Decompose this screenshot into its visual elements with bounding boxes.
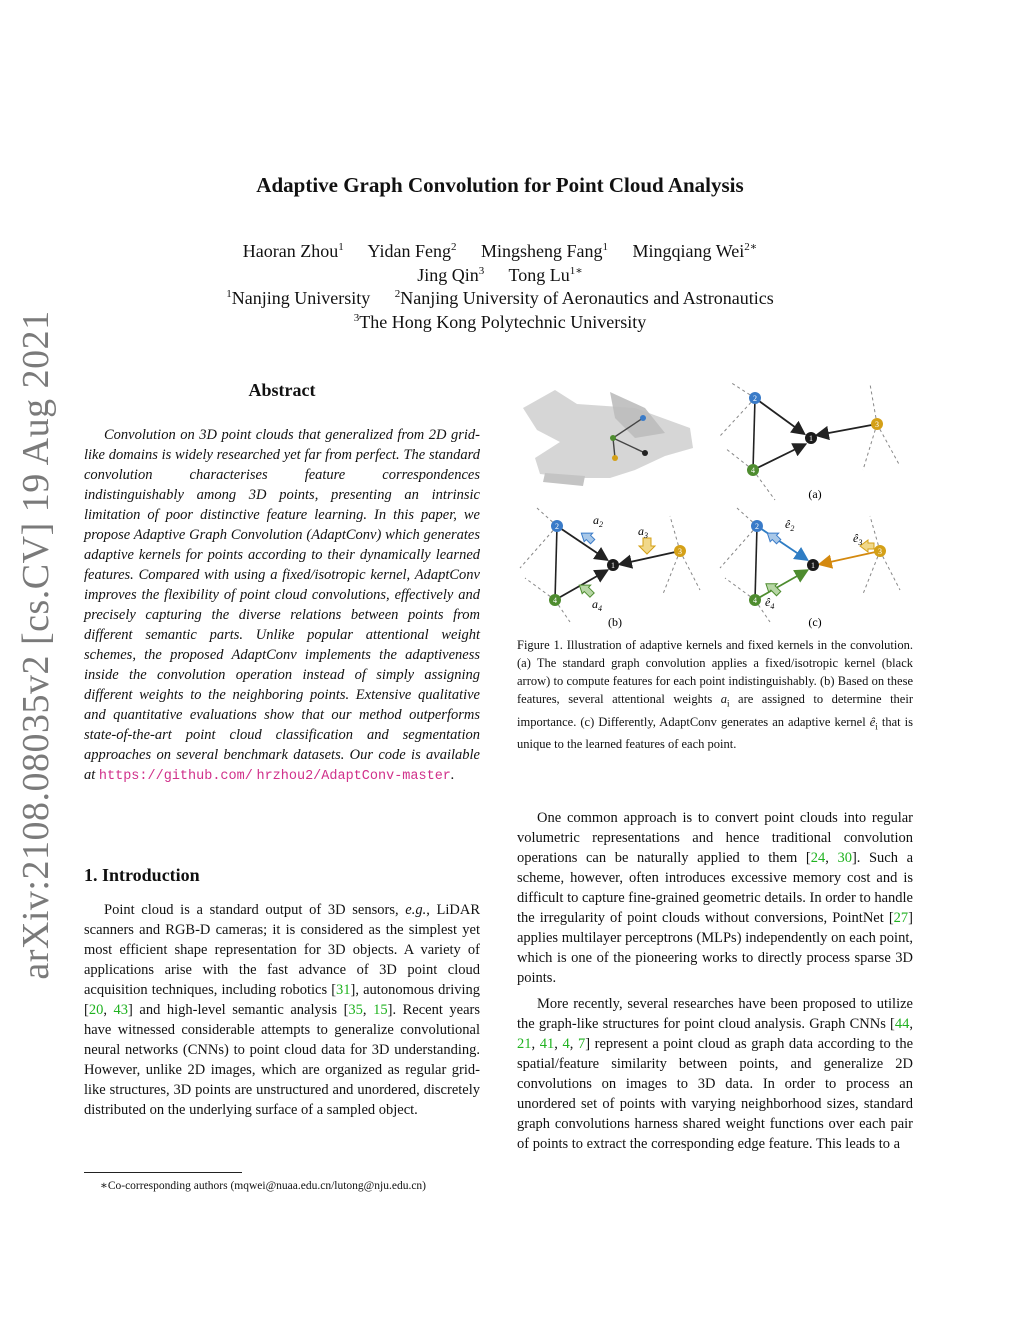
- airplane-point-cloud-image: [523, 390, 693, 486]
- panel-a-label: (a): [808, 487, 822, 501]
- label-a3: $a_3$: [638, 524, 648, 540]
- introduction-heading: 1. Introduction: [84, 865, 200, 885]
- svg-text:4: 4: [553, 596, 557, 605]
- citation-link[interactable]: 30: [837, 850, 852, 866]
- svg-text:2: 2: [755, 522, 759, 531]
- affiliation-line-2: [0, 312, 1000, 333]
- citation-link[interactable]: 35: [348, 1002, 363, 1018]
- panel-a-graph: [720, 382, 900, 501]
- citation-link[interactable]: 15: [373, 1002, 388, 1018]
- citation-link[interactable]: 24: [810, 850, 826, 866]
- affiliation: $^3$The Hong Kong Polytechnic University: [353, 312, 647, 332]
- author-line-2: [0, 264, 1000, 286]
- svg-text:4: 4: [753, 596, 757, 605]
- svg-text:3: 3: [875, 420, 879, 429]
- label-e2: $ê_2$: [785, 517, 795, 533]
- intro-right-column: [517, 808, 913, 1160]
- citation-link[interactable]: 20: [88, 1002, 104, 1018]
- citation-link[interactable]: 27: [893, 910, 909, 926]
- abstract-text: Convolution on 3D point clouds that generalized from 2D grid-like domains is widely researched yet far from perfect. The standard convolution characterises feature correspondences indistinguishably among 3D points, presenting an intrinsic limitation of poor distinctive feature learning. In this paper, we propose Adaptive Graph Convolution (AdaptConv) which generates adaptive kernels for points according to their dynamically learned features. Compared with using a fixed/isotropic kernel, AdaptConv improves the flexibility of point cloud convolutions, effectively and precisely capturing the diverse relations between points from different semantic parts. Unlike popular attentional weight schemes, the proposed AdaptConv implements the adaptiveness inside the convolution operation instead of simply assigning different weights to the neighboring points. Extensive qualitative and quantitative evaluations show that our method outperforms state-of-the-art point cloud classification and segmentation approaches on several benchmark datasets. Our code is available at https://github.com/ hrzhou2/AdaptConv-master.: [84, 427, 480, 784]
- citation-link[interactable]: 31: [336, 982, 351, 998]
- panel-c-graph: [720, 508, 900, 629]
- citation-link[interactable]: 21: [517, 1036, 532, 1052]
- citation-link[interactable]: 41: [539, 1036, 555, 1052]
- affiliation-line-1: [0, 288, 1000, 309]
- arxiv-identifier: arXiv:2108.08035v2 [cs.CV] 19 Aug 2021: [15, 310, 57, 980]
- citation-link[interactable]: 7: [577, 1036, 586, 1052]
- code-link-continued[interactable]: hrzhou2/AdaptConv-master: [256, 769, 451, 784]
- citation-link[interactable]: 44: [894, 1016, 910, 1032]
- svg-text:2: 2: [555, 522, 559, 531]
- paragraph: One common approach is to convert point clouds into regular volumetric representations and hence traditional convolution operations can be naturally applied to them [24, 30]. Such a scheme, however, often introduces excessive memory cost and is difficult to capture fine-grained geometric details. In order to handle the irregularity of point clouds without conversions, PointNet [27] applies multilayer perceptrons (MLPs) independently on each point, which is one of the pioneering works to directly process sparse 3D points.: [517, 810, 914, 986]
- paragraph: More recently, several researches have been proposed to utilize the graph-like structures for point cloud analysis. Graph CNNs [44, 21, 41, 4, 7] represent a point cloud as graph data according to the spatial/feature similarity between points, and generalize 2D convolutions on images to 3D data. In order to process an unordered set of points with varying neighborhood sizes, standard graph convolutions harness shared weight functions over each pair of points to extract the corresponding edge feature. This leads to a: [517, 996, 914, 1152]
- panel-b-label: (b): [608, 615, 622, 629]
- affiliation: $^2$Nanjing University of Aeronautics and Astronautics: [394, 288, 774, 308]
- label-e4: $ê_4$: [765, 595, 775, 611]
- author: Haoran Zhou$^1$: [242, 241, 344, 261]
- author: Tong $Lu^{1∗}$: [508, 265, 583, 285]
- figure-1: [515, 378, 915, 630]
- figure-caption: Figure 1. Illustration of adaptive kernels and fixed kernels in the convolution. (a) The standard graph convolution applies a fixed/isotropic kernel (black arrow) to compute features for each point indistinguishably. (b) Based on these features, several attentional weights $a_i$ are assigned to determine their importance. (c) Differently, AdaptConv generates an adaptive kernel $ê_i$ that is unique to the learned features of each point.: [517, 638, 913, 751]
- svg-text:4: 4: [751, 466, 755, 475]
- code-link[interactable]: https://github.com/: [98, 769, 253, 784]
- panel-c-label: (c): [808, 615, 822, 629]
- svg-text:3: 3: [678, 547, 682, 556]
- abstract-heading: Abstract: [248, 380, 316, 400]
- paragraph: Point cloud is a standard output of 3D sensors, e.g., LiDAR scanners and RGB-D cameras; it is considered as the simplest yet most efficient shape representation for 3D objects. A variety of applications arise with the fast advance of 3D point cloud acquisition techniques, including robotics [31], autonomous driving [20, 43] and high-level semantic analysis [35, 15]. Recent years have witnessed considerable attempts to generalize convolutional neural networks (CNNs) to point cloud data for 3D understanding. However, unlike 2D images, which are organized as regular grid-like structures, 3D points are unstructured and unordered, discretely distributed on the underlying surface of a sampled object.: [84, 902, 481, 1118]
- affiliation: $^1$Nanjing University: [226, 288, 371, 308]
- intro-left-column: [84, 900, 480, 1126]
- svg-text:3: 3: [878, 547, 882, 556]
- label-a2: $a_2$: [593, 513, 603, 529]
- citation-link[interactable]: 43: [113, 1002, 129, 1018]
- author: Yidan Feng$^2$: [367, 241, 457, 261]
- label-a4: $a_4$: [592, 597, 602, 613]
- footnote: ∗Co-corresponding authors (mqwei@nuaa.edu.cn/lutong@nju.edu.cn): [100, 1180, 427, 1192]
- citation-link[interactable]: 4: [562, 1036, 570, 1052]
- label-e3: $ê_3$: [853, 531, 863, 547]
- svg-text:1: 1: [611, 561, 615, 570]
- author: Mingsheng Fang$^1$: [481, 241, 609, 261]
- author: Mingqiang Wei$^{2∗}$: [632, 241, 758, 261]
- footnote-rule: [84, 1172, 242, 1173]
- author-line-1: [0, 240, 1000, 262]
- svg-text:1: 1: [811, 561, 815, 570]
- paper-title: Adaptive Graph Convolution for Point Cloud Analysis: [256, 173, 744, 197]
- author: Jing Qin$^3$: [417, 265, 485, 285]
- panel-b-graph: [520, 508, 700, 629]
- svg-text:2: 2: [753, 394, 757, 403]
- svg-text:1: 1: [809, 434, 813, 443]
